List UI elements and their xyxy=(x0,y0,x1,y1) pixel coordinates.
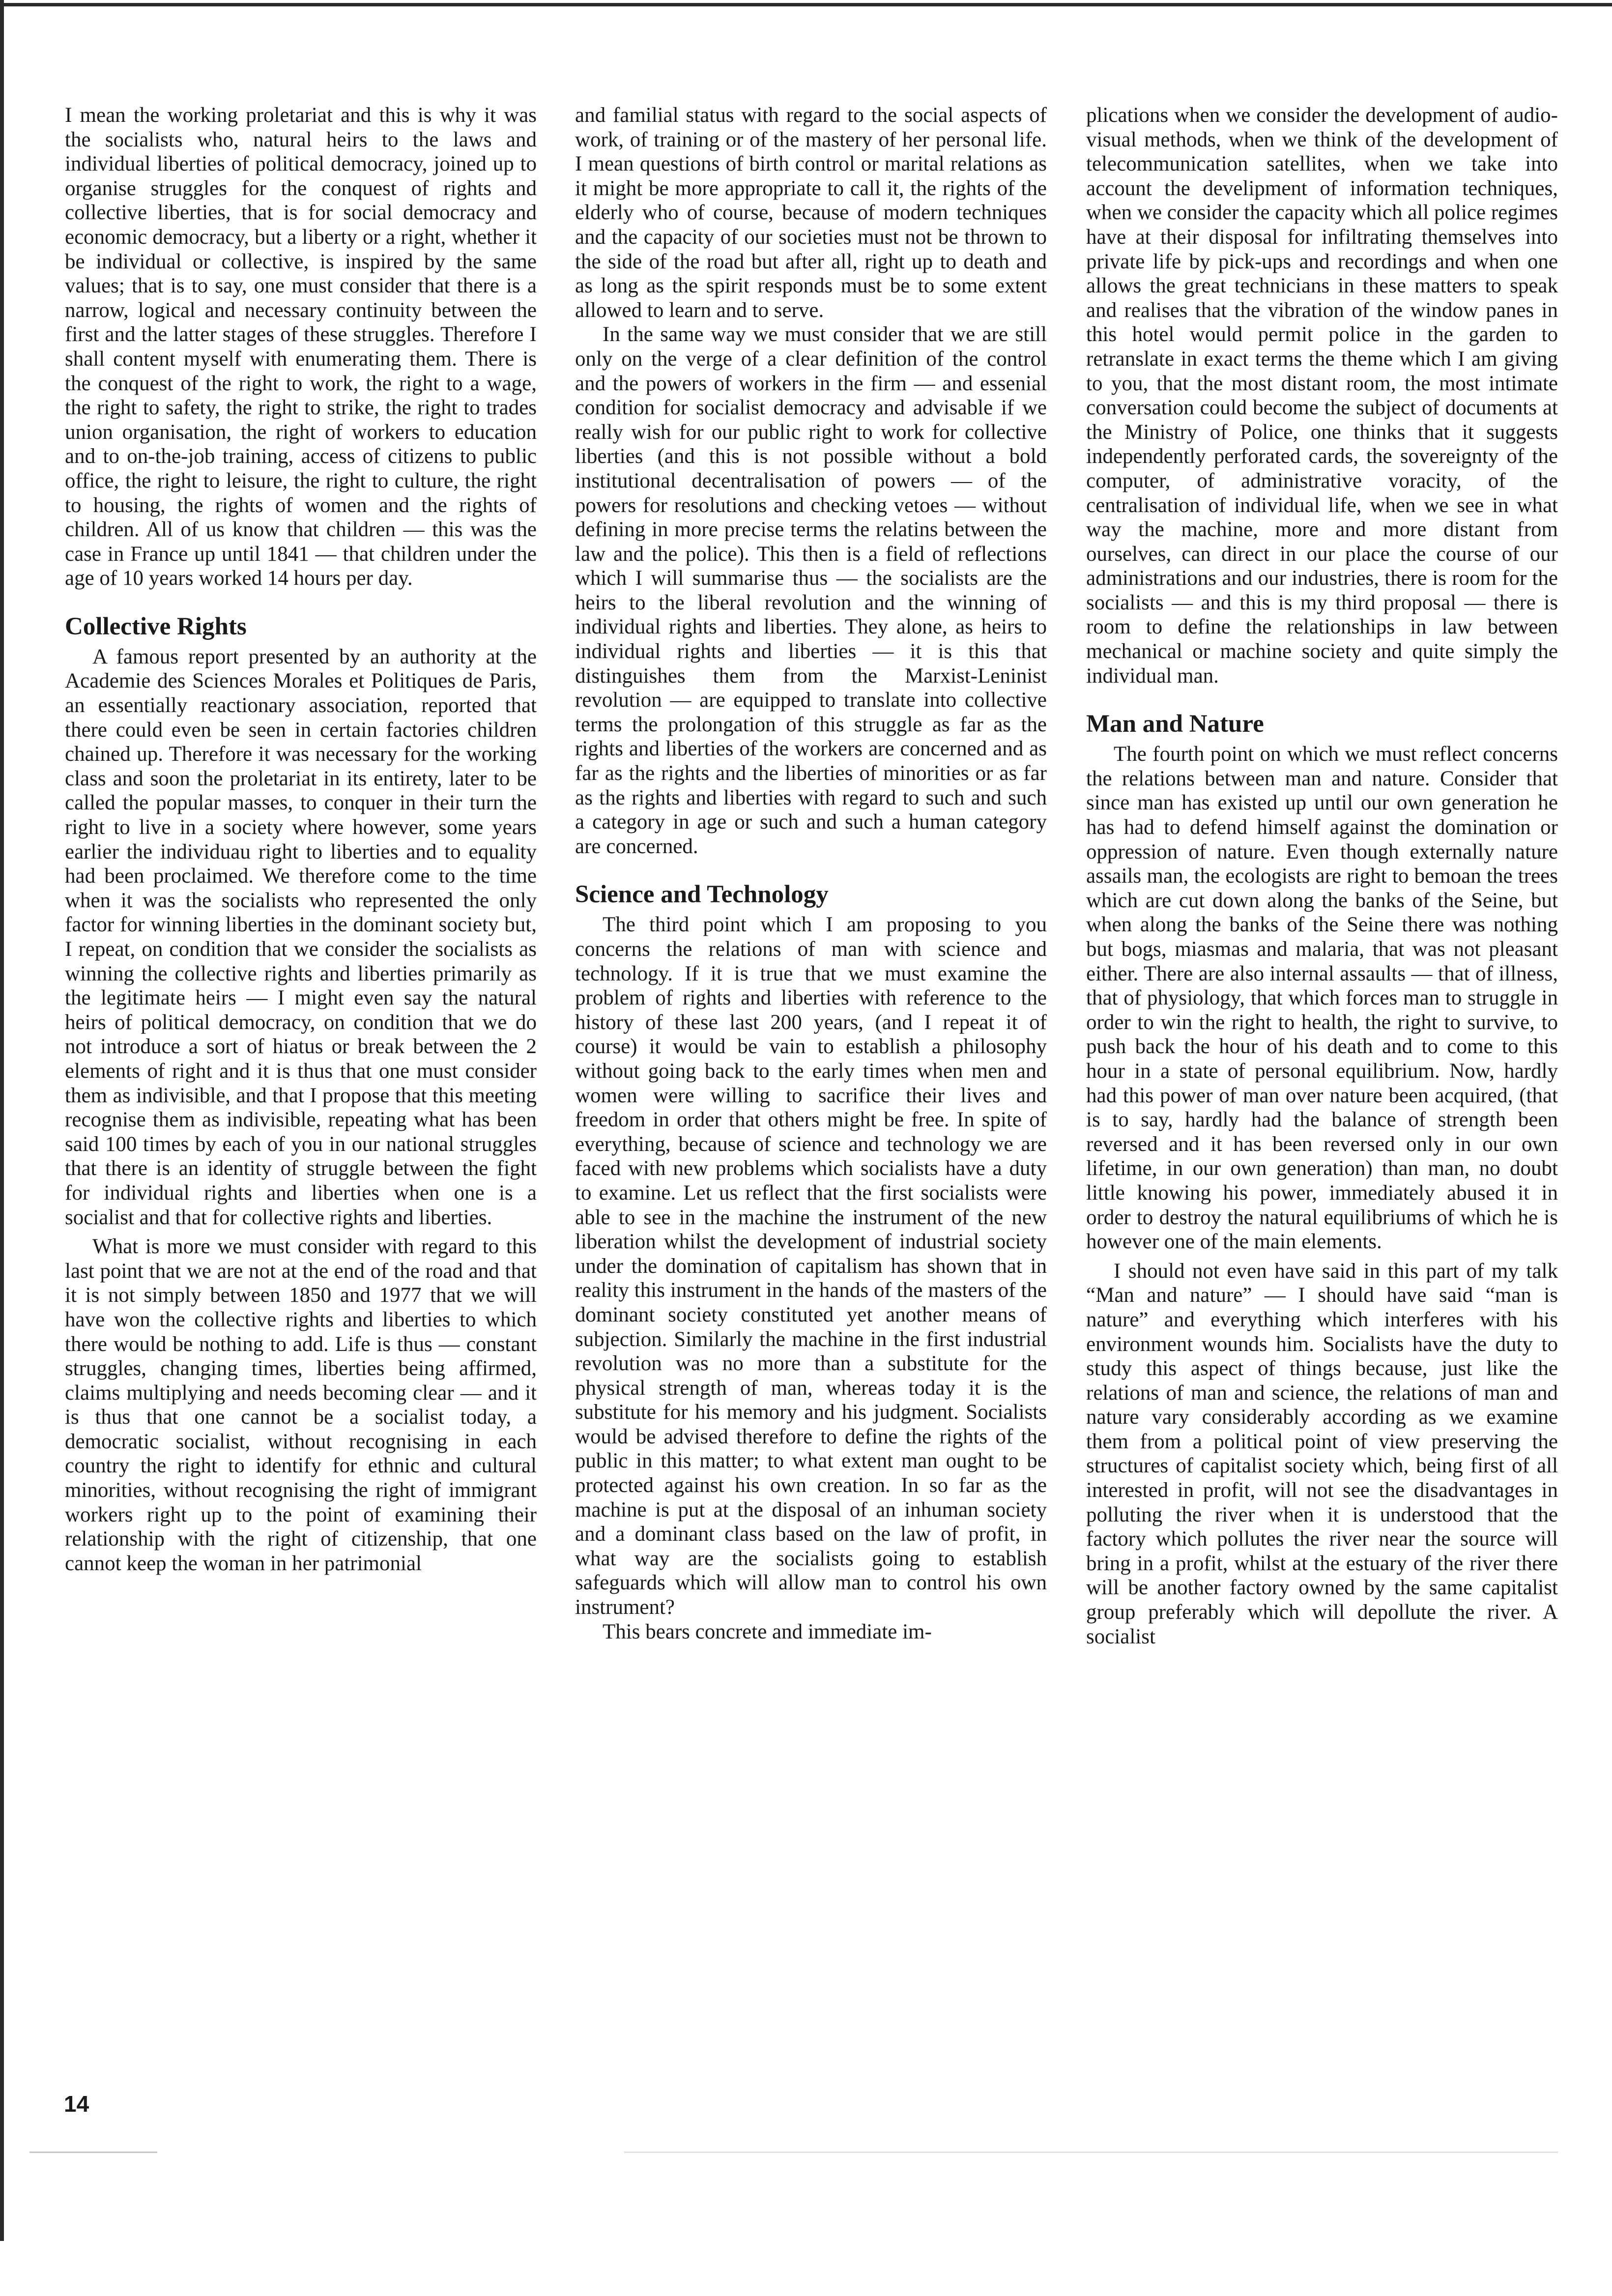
text-column-3 xyxy=(1086,103,1558,1649)
left-border-rule xyxy=(0,0,4,2241)
paragraph: I mean the working proletariat and this is why it was the socialists who, natural heirs to the laws and individual liberties of political democracy, joined up to organise struggles for the conquest of rights and collective liberties, that is for social democracy and economic democracy, but a liberty or a right, whether it be individual or collective, is inspired by the same values; that is to say, one must consider that there is a narrow, logical and necessary continuity between the first and the latter stages of these struggles. Therefore I shall content myself with enumerating them. There is the conquest of the right to work, the right to a wage, the right to safety, the right to strike, the right to trades union organisation, the right of workers to education and to on-the-job training, access of citizens to public office, the right to leisure, the right to culture, the right to housing, the rights of women and the rights of children. All of us know that children — this was the case in France up until 1841 — that children under the age of 10 years worked 14 hours per day. xyxy=(65,104,537,590)
text-column-1 xyxy=(65,103,537,1576)
section-heading-collective-rights: Collective Rights xyxy=(65,612,247,640)
scan-artifact xyxy=(29,2152,157,2153)
paragraph: A famous report presented by an authority at the Academie des Sciences Morales et Politiques de Paris, an essentially reactionary association, reported that there could even be seen in certain factories children chained up. Therefore it was necessary for the working class and soon the proletariat in its entirety, later to be called the popular masses, to conquer in their turn the right to live in a society where however, some years earlier the individuau right to liberties and to equality had been proclaimed. We therefore come to the time when it was the socialists who represented the only factor for winning liberties in the dominant society but, I repeat, on condition that we consider the socialists as winning the collective rights and liberties primarily as the legitimate heirs — I might even say the natural heirs of political democracy, on condition that we do not introduce a sort of hiatus or break between the 2 elements of right and it is thus that one must consider them as indivisible, and that I propose that this meeting recognise them as indivisible, repeating what has been said 100 times by each of you in our national struggles that there is an identity of struggle between the fight for individual rights and liberties when one is a socialist and that for collective rights and liberties. xyxy=(65,645,537,1229)
text-column-2 xyxy=(575,103,1047,1644)
paragraph: plications when we consider the development of audio-visual methods, when we think of the development of telecommunication satellites, when we take into account the develipment of information techniques, when we consider the capacity which all police regimes have at their disposal for infiltrating themselves into private life by pick-ups and recordings and when one allows the great technicians in these matters to speak and realises that the vibration of the window panes in this hotel would permit police in the garden to retranslate in exact terms the theme which I am giving to you, that the most distant room, the most intimate conversation could become the subject of documents at the Ministry of Police, one thinks that it suggests independently perforated cards, the sovereignty of the computer, of administrative voracity, of the centralisation of individual life, when we see in what way the machine, more and more distant from ourselves, can direct in our place the course of our administrations and our industries, there is room for the socialists — and this is my third proposal — there is room to define the relationships in law between mechanical or machine society and quite simply the individual man. xyxy=(1086,104,1558,688)
paragraph: The fourth point on which we must reflect concerns the relations between man and nature. Consider that since man has existed up until our own generation he has had to defend himself against the domination or oppression of nature. Even though externally nature assails man, the ecologists are right to bemoan the trees which are cut down along the banks of the Seine, but when along the banks of the Seine there was nothing but bogs, miasmas and malaria, that was not pleasant either. There are also internal assaults — that of illness, that of physiology, that which forces man to struggle in order to win the right to health, the right to survive, to push back the hour of his death and to come to this hour in a state of personal equilibrium. Now, hardly had this power of man over nature been acquired, (that is to say, hardly had the balance of strength been reversed and it has been reversed only in our own lifetime, in our own generation) than man, no doubt little knowing his power, immediately abused it in order to destroy the natural equilibriums of which he is however one of the main elements. xyxy=(1086,743,1558,1254)
paragraph: I should not even have said in this part of my talk “Man and nature” — I should have said “man is nature” and everything which interferes with his environment wounds him. Socialists have the duty to study this aspect of things because, just like the relations of man and science, the relations of man and nature vary considerably according as we examine them from a political point of view preserving the structures of capitalist society which, being first of all interested in profit, will not see the disadvantages in polluting the river when it is understood that the factory which pollutes the river near the source will bring in a profit, whilst at the estuary of the river there will be another factory owned by the same capitalist group preferably which will depollute the river. A socialist xyxy=(1086,1259,1558,1648)
paragraph: In the same way we must consider that we are still only on the verge of a clear definition of the control and the powers of workers in the firm — and essenial condition for socialist democracy and advisable if we really wish for our public right to work for collective liberties (and this is not possible without a bold institutional decentralisation of powers — of the powers for resolutions and checking vetoes — without defining in more precise terms the relatins between the law and the police). This then is a field of reflections which I will summarise thus — the socialists are the heirs to the liberal revolution and the winning of individual rights and liberties. They alone, as heirs to individual rights and liberties — it is this that distinguishes them from the Marxist-Leninist revolution — are equipped to translate into collective terms the prolongation of this struggle as far as the rights and liberties of the workers are concerned and as far as the rights and the liberties of minorities or as far as the rights and liberties with regard to such and such a category in age or such and such a human category are concerned. xyxy=(575,323,1047,858)
section-heading-science-and-technology: Science and Technology xyxy=(575,881,829,909)
top-border-rule xyxy=(0,3,1612,6)
paragraph: The third point which I am proposing to you concerns the relations of man with science and technology. If it is true that we must examine the problem of rights and liberties with reference to the history of these last 200 years, (and I repeat it of course) it would be vain to establish a philosophy without going back to the early times when men and women were willing to sacrifice their lives and freedom in order that others might be free. In spite of everything, because of science and technology we are faced with new problems which socialists have a duty to examine. Let us reflect that the first socialists were able to see in the machine the instrument of the new liberation whilst the development of industrial society under the domination of capitalism has shown that in reality this instrument in the hands of the masters of the dominant society constituted yet another means of subjection. Similarly the machine in the first industrial revolution was no more than a substitute for the physical strength of man, whereas today it is the substitute for his memory and his judgment. Socialists would be advised therefore to define the rights of the public in this matter; to what extent man ought to be protected against his own creation. In so far as the machine is put at the disposal of an inhuman society and a dominant class based on the law of profit, in what way are the socialists going to establish safeguards which will allow man to control his own instrument? xyxy=(575,913,1047,1619)
page-number: 14 xyxy=(64,2091,89,2117)
paragraph: This bears concrete and immediate im- xyxy=(603,1620,932,1643)
paragraph: and familial status with regard to the social aspects of work, of training or of the mastery of her personal life. I mean questions of birth control or marital relations as it might be more appropriate to call it, the rights of the elderly who of course, because of modern techniques and the capacity of our societies must not be thrown to the side of the road but after all, right up to death and as long as the spirit responds must be to some extent allowed to learn and to serve. xyxy=(575,104,1047,322)
scan-artifact xyxy=(624,2152,1558,2153)
section-heading-man-and-nature: Man and Nature xyxy=(1086,710,1264,738)
paragraph: What is more we must consider with regard to this last point that we are not at the end of the road and that it is not simply between 1850 and 1977 that we will have won the collective rights and liberties to which there would be nothing to add. Life is thus — constant struggles, changing times, liberties being affirmed, claims multiplying and needs becoming clear — and it is thus that one cannot be a socialist today, a democratic socialist, without recognising in each country the right to identify for ethnic and cultural minorities, without recognising the right of immigrant workers right up to the point of examining their relationship with the right of citizenship, that one cannot keep the woman in her patrimonial xyxy=(65,1235,537,1575)
